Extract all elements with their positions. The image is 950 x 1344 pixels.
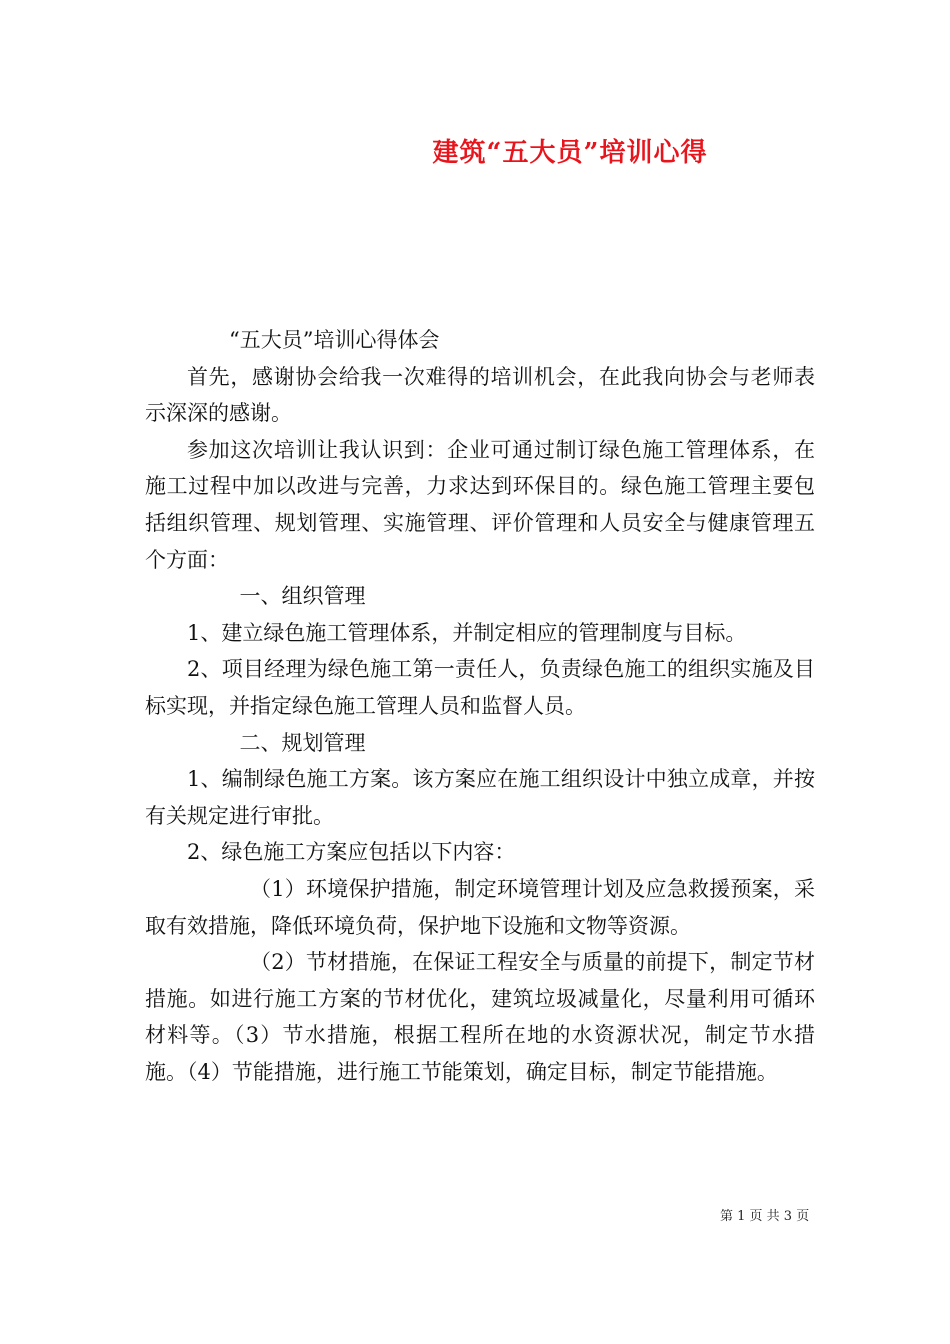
page-number-footer: 第 1 页 共 3 页 xyxy=(720,1209,810,1224)
paragraph-plan-sub-1: （1）环境保护措施，制定环境管理计划及应急救援预案，采取有效措施，降低环境负荷，保护地下设施和文物等资源。 xyxy=(145,876,815,938)
paragraph-plan-item-2: 2、绿色施工方案应包括以下内容： xyxy=(187,840,516,865)
paragraph-overview: 参加这次培训让我认识到：企业可通过制订绿色施工管理体系，在施工过程中加以改进与完善，力求达到环保目的。绿色施工管理主要包括组织管理、规划管理、实施管理、评价管理和人员安全与健康管理五个方面： xyxy=(145,437,815,572)
document-body xyxy=(145,322,815,1090)
paragraph-org-item-1: 1、建立绿色施工管理体系，并制定相应的管理制度与目标。 xyxy=(187,620,747,645)
document-title: 建筑“五大员”培训心得 xyxy=(432,138,708,168)
paragraph-plan-item-1: 1、编制绿色施工方案。该方案应在施工组织设计中独立成章，并按有关规定进行审批。 xyxy=(145,767,815,828)
heading-planning: 二、规划管理 xyxy=(239,730,366,755)
section-subtitle: “五大员”培训心得体会 xyxy=(229,328,440,352)
heading-organization: 一、组织管理 xyxy=(239,584,366,609)
paragraph-intro: 首先，感谢协会给我一次难得的培训机会，在此我向协会与老师表示深深的感谢。 xyxy=(145,364,815,426)
paragraph-plan-sub-2: （2）节材措施，在保证工程安全与质量的前提下，制定节材措施。如进行施工方案的节材优化，建筑垃圾减量化，尽量利用可循环材料等。（3）节水措施，根据工程所在地的水资源状况，制定节水措施。（4）节能措施，进行施工节能策划，确定目标，制定节能措施。 xyxy=(145,950,815,1084)
paragraph-org-item-2: 2、项目经理为绿色施工第一责任人，负责绿色施工的组织实施及目标实现，并指定绿色施工管理人员和监督人员。 xyxy=(145,657,815,718)
